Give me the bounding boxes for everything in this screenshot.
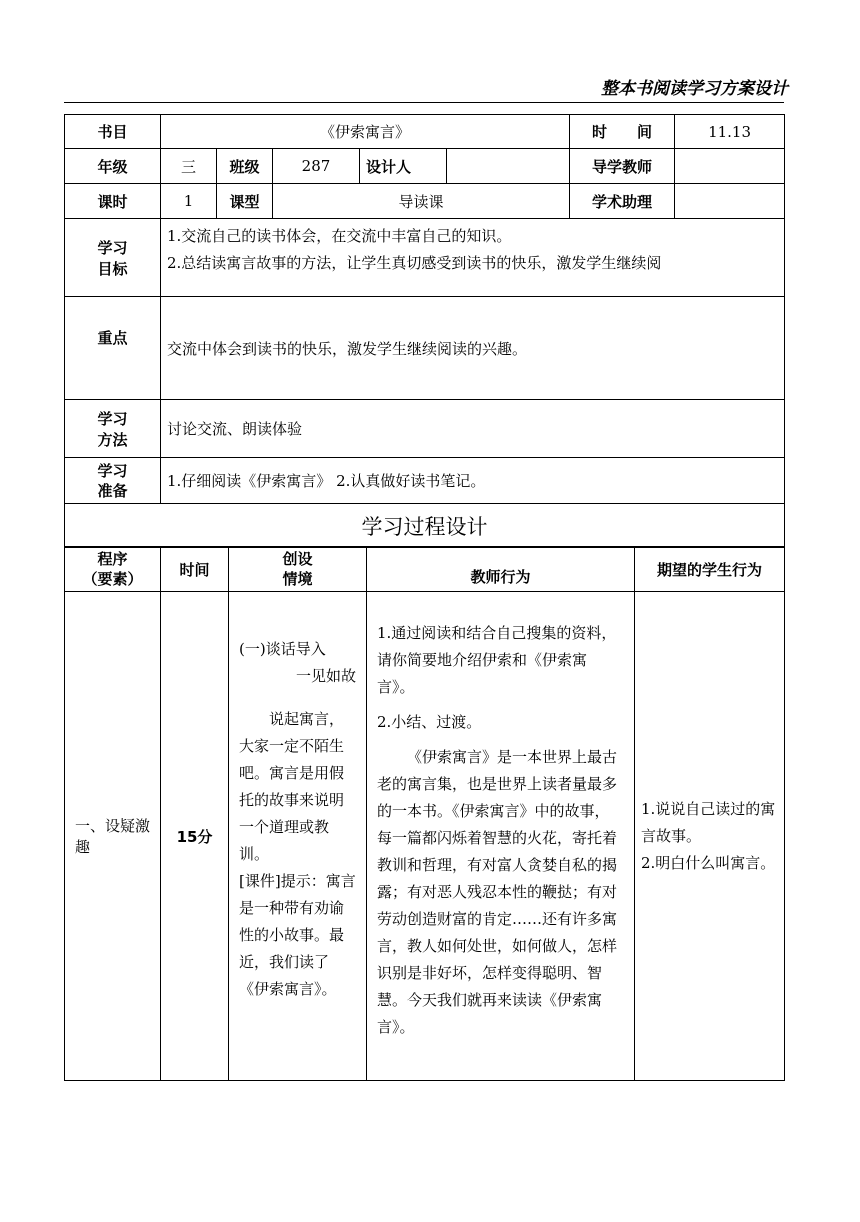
teacher-label: 导学教师 <box>570 149 675 184</box>
process-section-title: 学习过程设计 <box>65 504 785 548</box>
method-label: 学习 方法 <box>65 400 161 458</box>
goals-label: 学习 目标 <box>65 219 161 297</box>
grade-label: 年级 <box>65 149 161 184</box>
student-behavior-2: 2.明白什么叫寓言。 <box>641 853 776 872</box>
goals-content <box>161 219 785 297</box>
type-value: 导读课 <box>273 184 570 219</box>
assistant-value <box>675 184 785 219</box>
teacher-value <box>675 149 785 184</box>
col-header-teacher: 教师行为 <box>367 547 635 592</box>
col-header-student: 期望的学生行为 <box>635 547 785 592</box>
class-label: 班级 <box>217 149 273 184</box>
focus-text: 交流中体会到读书的快乐，激发学生继续阅读的兴趣。 <box>161 297 785 400</box>
col-header-step: 程序 （要素） <box>65 547 161 592</box>
class-value: 287 <box>273 149 360 184</box>
step-cell: 一、设疑激趣 <box>65 592 161 1081</box>
time-value: 11.13 <box>675 115 785 149</box>
time-label: 时 间 <box>570 115 675 149</box>
teacher-step-2: 2.小结、过渡。 <box>377 713 482 731</box>
student-cell <box>635 592 785 1081</box>
grade-value: 三 <box>161 149 217 184</box>
designer-label: 设计人 <box>360 149 447 184</box>
prep-label: 学习 准备 <box>65 458 161 504</box>
info-table <box>64 114 785 548</box>
student-behavior-1: 1.说说自己读过的寓言故事。 <box>641 799 776 845</box>
scene-subtitle: 一见如故 <box>295 667 356 685</box>
scene-title: (一)谈话导入 <box>239 640 326 658</box>
teacher-cell <box>367 592 635 1081</box>
time-cell: 15分 <box>161 592 229 1081</box>
scene-body: 说起寓言，大家一定不陌生吧。寓言是用假托的故事来说明一个道理或教训。 <box>239 710 345 863</box>
prep-text: 1.仔细阅读《伊索寓言》 2.认真做好读书笔记。 <box>161 458 785 504</box>
type-label: 课型 <box>217 184 273 219</box>
goal-item-1: 1.交流自己的读书体会，在交流中丰富自己的知识。 <box>167 227 512 245</box>
assistant-label: 学术助理 <box>570 184 675 219</box>
period-label: 课时 <box>65 184 161 219</box>
book-title: 《伊索寓言》 <box>161 115 570 149</box>
col-header-scene: 创设 情境 <box>229 547 367 592</box>
focus-label: 重点 <box>65 297 161 400</box>
designer-value <box>447 149 570 184</box>
col-header-time: 时间 <box>161 547 229 592</box>
method-text: 讨论交流、朗读体验 <box>161 400 785 458</box>
goal-item-2: 2.总结读寓言故事的方法，让学生真切感受到读书的快乐，激发学生继续阅 <box>167 254 662 272</box>
book-label: 书目 <box>65 115 161 149</box>
teacher-step-1: 1.通过阅读和结合自己搜集的资料，请你简要地介绍伊索和《伊索寓言》。 <box>377 624 617 696</box>
table-row <box>65 592 785 1081</box>
scene-hint: [课件]提示：寓言是一种带有劝谕性的小故事。最近，我们读了《伊索寓言》。 <box>239 872 356 998</box>
period-value: 1 <box>161 184 217 219</box>
teacher-summary: 《伊索寓言》是一本世界上最古老的寓言集，也是世界上读者量最多的一本书。《伊索寓言》中的故事，每一篇都闪烁着智慧的火花，寄托着教训和哲理，有对富人贪婪自私的揭露；有对恶人残忍本性的鞭挞；有对劳动创造财富的肯定……还有许多寓言，教人如何处世，如何做人，怎样识别是非好坏，怎样变得聪明、智慧。今天我们就再来读读《伊索寓言》。 <box>377 748 618 1036</box>
header-divider <box>64 102 784 103</box>
process-table <box>64 546 785 1081</box>
scene-cell <box>229 592 367 1081</box>
document-header-title: 整本书阅读学习方案设计 <box>601 79 788 99</box>
